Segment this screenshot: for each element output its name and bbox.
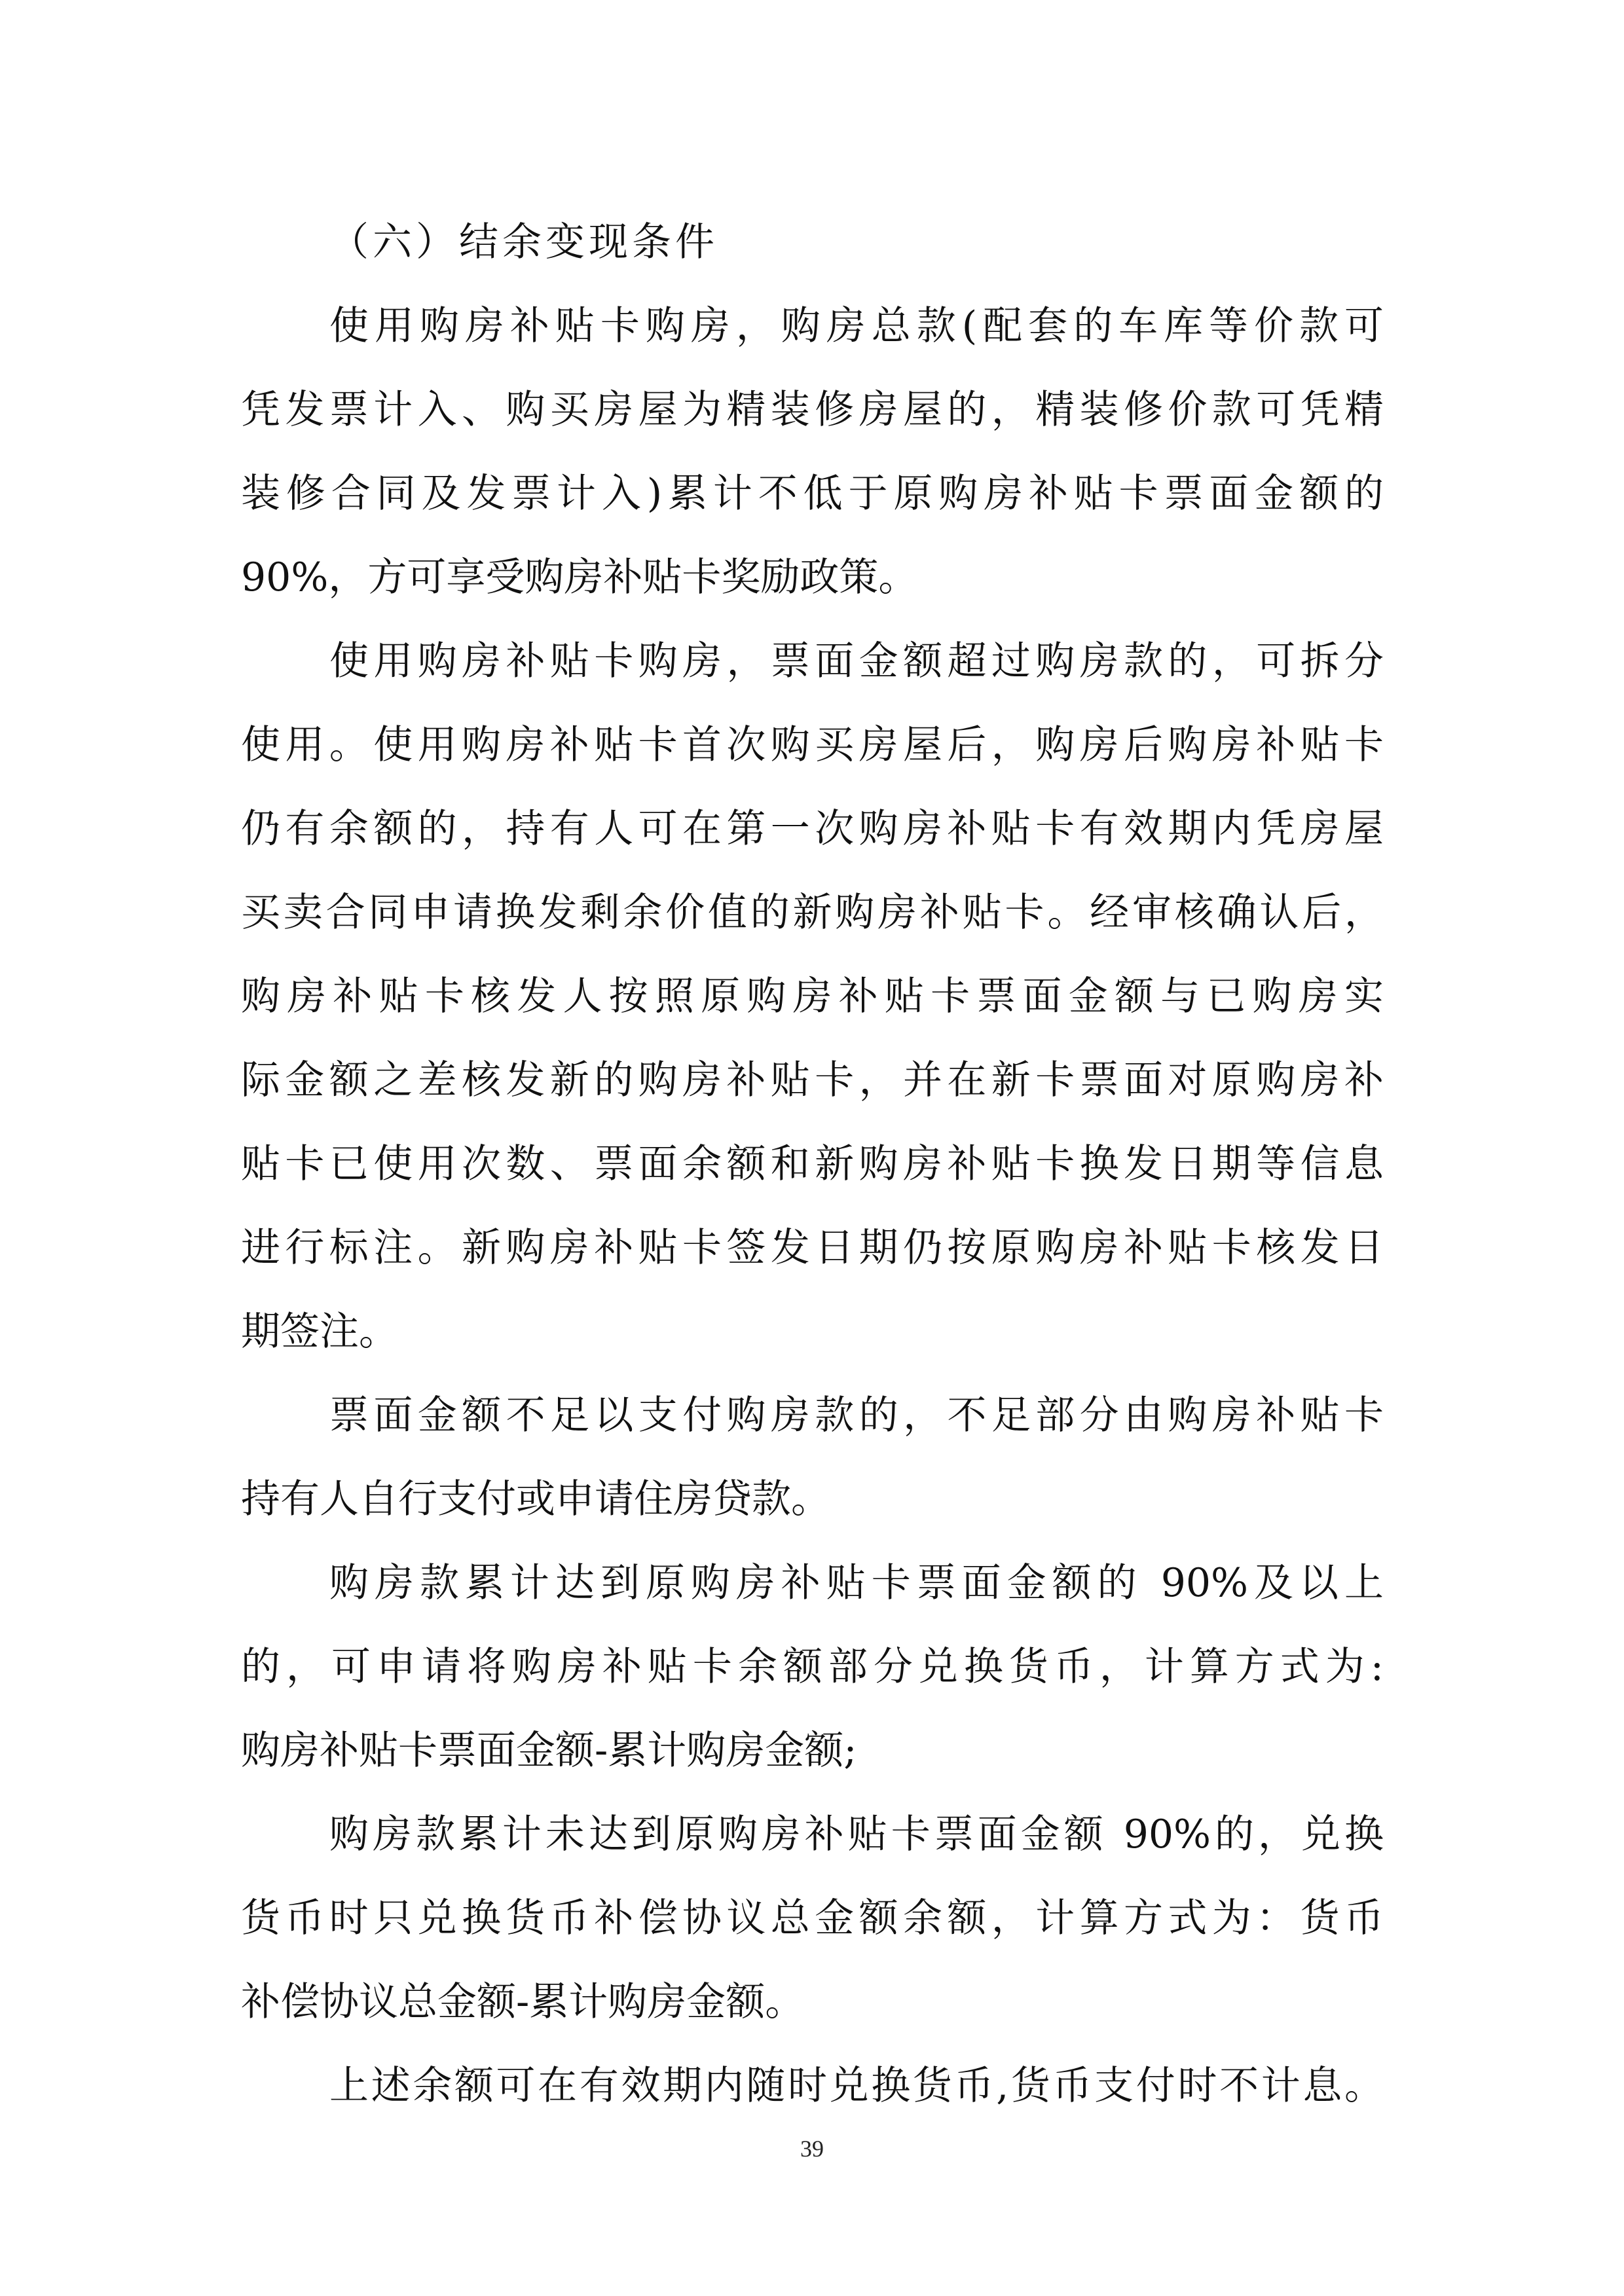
paragraph-2-line-7: 贴卡已使用次数、票面余额和新购房补贴卡换发日期等信息 (241, 1141, 1384, 1187)
paragraph-3-line-2: 持有人自行支付或申请住房贷款。 (241, 1476, 830, 1522)
paragraph-6-line-1: 上述余额可在有效期内随时兑换货币,货币支付时不计息。 (329, 2063, 1384, 2109)
paragraph-1-line-1: 使用购房补贴卡购房，购房总款(配套的车库等价款可 (329, 303, 1384, 349)
paragraph-4-line-2: 的，可申请将购房补贴卡余额部分兑换货币，计算方式为: (241, 1644, 1384, 1690)
paragraph-5-line-3: 补偿协议总金额-累计购房金额。 (241, 1979, 805, 2025)
paragraph-4-line-1: 购房款累计达到原购房补贴卡票面金额的 90%及以上 (329, 1560, 1384, 1606)
paragraph-2-line-2: 使用。使用购房补贴卡首次购买房屋后，购房后购房补贴卡 (241, 722, 1384, 768)
section-heading: （六）结余变现条件 (329, 219, 718, 265)
paragraph-4-line-3: 购房补贴卡票面金额-累计购房金额; (241, 1728, 857, 1774)
paragraph-1-line-3: 装修合同及发票计入)累计不低于原购房补贴卡票面金额的 (241, 471, 1384, 517)
paragraph-2-line-3: 仍有余额的，持有人可在第一次购房补贴卡有效期内凭房屋 (241, 806, 1384, 852)
page-number: 39 (800, 2136, 824, 2162)
paragraph-1-line-4: 90%，方可享受购房补贴卡奖励政策。 (241, 555, 918, 600)
paragraph-1-line-2: 凭发票计入、购买房屋为精装修房屋的，精装修价款可凭精 (241, 387, 1384, 433)
paragraph-2-line-5: 购房补贴卡核发人按照原购房补贴卡票面金额与已购房实 (241, 974, 1384, 1019)
paragraph-2-line-6: 际金额之差核发新的购房补贴卡，并在新卡票面对原购房补 (241, 1057, 1384, 1103)
paragraph-5-line-1: 购房款累计未达到原购房补贴卡票面金额 90%的，兑换 (329, 1812, 1384, 1857)
paragraph-2-line-4: 买卖合同申请换发剩余价值的新购房补贴卡。经审核确认后， (241, 890, 1384, 936)
paragraph-5-line-2: 货币时只兑换货币补偿协议总金额余额，计算方式为：货币 (241, 1895, 1384, 1941)
paragraph-2-line-8: 进行标注。新购房补贴卡签发日期仍按原购房补贴卡核发日 (241, 1225, 1384, 1271)
paragraph-2-line-1: 使用购房补贴卡购房，票面金额超过购房款的，可拆分 (329, 638, 1384, 684)
paragraph-2-line-9: 期签注。 (241, 1309, 398, 1355)
paragraph-3-line-1: 票面金额不足以支付购房款的，不足部分由购房补贴卡 (329, 1393, 1384, 1438)
